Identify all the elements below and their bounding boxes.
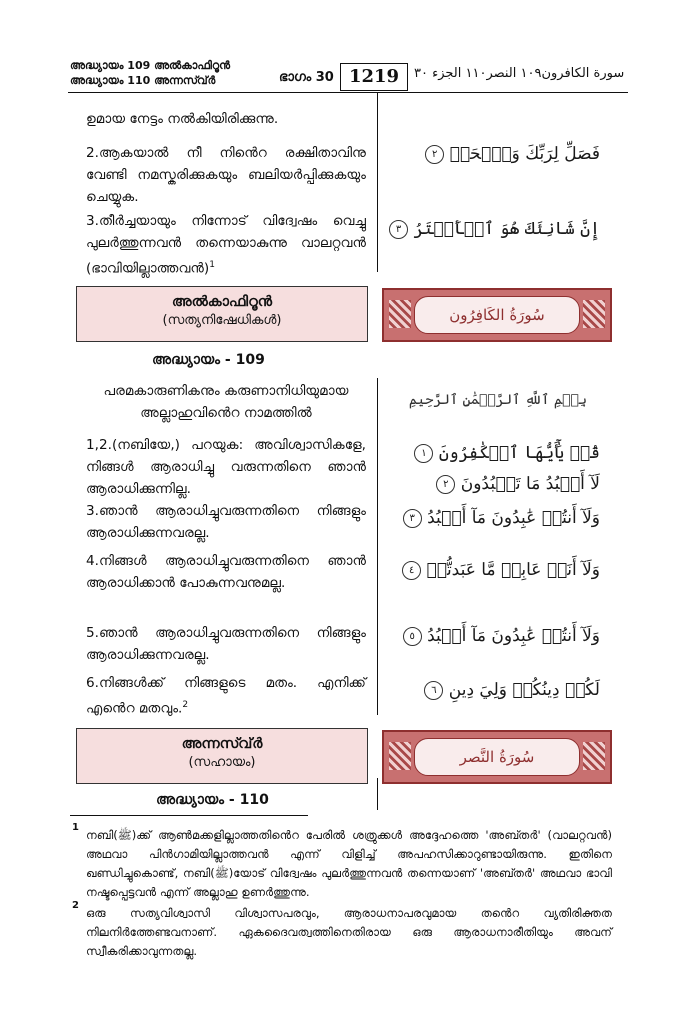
arabic-verse-1	[410, 442, 600, 463]
header-arabic: سورة الكافرون١٠٩ النصر١١٠ الجزء ٣٠	[414, 66, 625, 81]
footnote-rule	[70, 815, 308, 816]
surah-subtitle: (സത്യനിഷേധികൾ)	[162, 313, 282, 328]
ayah-number: ٣	[403, 509, 422, 528]
arabic-verse-3	[399, 508, 600, 528]
ornament-icon	[583, 742, 605, 770]
ornament-icon	[389, 742, 411, 770]
verse-text: 2.ആകയാൽ നീ നിൻെറ രക്ഷിതാവിനു വേണ്ടി നമസ്കരിക്കുകയും ബലിയർപ്പിക്കുകയും ചെയ്യുക.	[86, 145, 366, 205]
continued-text: ഉമായ നേട്ടം നൽകിയിരിക്കുന്നു.	[86, 111, 279, 127]
page-number: 1219	[340, 63, 408, 91]
chapter-number-109: അദ്ധ്യായം - 109	[152, 352, 265, 368]
basmala-arabic: بِسۡمِ ٱللَّهِ ٱلرَّحۡمَٰنِ ٱلرَّحِيمِ	[408, 392, 588, 408]
chapter-number-110: അദ്ധ്യായം - 110	[156, 792, 269, 808]
column-divider-top	[377, 92, 378, 272]
arabic-text: قُلۡ يَٰٓأَيُّهَا ٱلۡكَٰفِرُونَ	[438, 443, 600, 463]
arabic-text: لَكُمۡ دِينُكُمۡ وَلِيَ دِينِ	[448, 680, 600, 700]
running-header-left	[70, 58, 230, 88]
arabic-text: لَآ أَعۡبُدُ مَا تَعۡبُدُونَ	[460, 474, 600, 494]
ayah-number: ٢	[436, 475, 455, 494]
arabic-verse-2	[432, 474, 600, 494]
verse-translation-3: 3.ഞാൻ ആരാധിച്ചുവരുന്നതിനെ നിങ്ങളും ആരാധിക്കുന്നവരല്ല.	[86, 503, 366, 541]
verse-text: 6.നിങ്ങൾക്ക് നിങ്ങളുടെ മതം. എനിക്ക് എൻെറ മതവും.	[86, 675, 366, 717]
ayah-number: ٥	[403, 627, 422, 646]
footnote-number-2: 2	[72, 900, 79, 911]
header-line-1: അദ്ധ്യായം 109 അൽകാഫിറൂൻ	[70, 59, 231, 72]
verse-text: 3.തീർച്ചയായും നിന്നോട് വിദ്വേഷം വെച്ചു പുലർത്തുന്നവൻ തന്നെയാകുന്നു വാലറ്റവൻ (ഭാവിയില്ലാത്തവൻ)	[86, 213, 366, 277]
ayah-number: ١	[414, 444, 433, 463]
ornament-icon	[583, 300, 605, 328]
verse-translation-6	[86, 672, 366, 720]
arabic-text: إِنَّ شَانِئَكَ هُوَ ٱلۡأَبۡتَرُ	[413, 219, 600, 239]
verse-translation-1-2: 1,2.(നബിയേ,) പറയുക: അവിശ്വാസികളേ, നിങ്ങൾ ആരാധിച്ചു വരുന്നതിനെ ഞാൻ ആരാധിക്കുന്നില്ല.	[86, 437, 366, 497]
basmala-translation: പരമകാരുണികനും കരുണാനിധിയുമായ അല്ലാഹുവിൻെറ നാമത്തിൽ	[103, 383, 349, 421]
surah-title: അന്നസ്വ്ർ	[181, 736, 263, 752]
ornament-icon	[389, 300, 411, 328]
part-label: ഭാഗം 30	[279, 70, 334, 85]
surah-subtitle: (സഹായം)	[188, 755, 256, 770]
arabic-text: وَلَآ أَنتُمۡ عَٰبِدُونَ مَآ أَعۡبُدُ	[427, 626, 600, 646]
footnote-ref: 1	[209, 260, 215, 270]
footnote-1: നബി(ﷺ)ക്ക് ആൺമക്കളില്ലാത്തതിൻെറ പേരിൽ ശത്രുക്കൾ അദ്ദേഹത്തെ 'അബ്തർ' (വാലറ്റവൻ) അഥവാ പിൻഗാമിയില്ലാത്തവൻ എന്ന് വിളിച്ച് അപഹസിക്കാറുണ്ടായിരുന്നു. ഇതിനെ ഖണ്ഡിച്ചുകൊണ്ട്, നബി(ﷺ)യോട് വിദ്വേഷം പുലർത്തുന്നവൻ തന്നെയാണ് 'അബ്തർ' അഥവാ ഭാവി നഷ്ടപ്പെട്ടവൻ എന്ന് അല്ലാഹു ഉണർത്തുന്നു.	[86, 828, 612, 899]
surah-title-box-109	[76, 286, 368, 342]
footnote-number-1: 1	[72, 822, 79, 833]
ayah-number: ٢	[425, 145, 444, 164]
column-divider-bottom	[377, 778, 378, 810]
arabic-text: فَصَلِّ لِرَبِّكَ وَٱنۡحَرۡ	[449, 144, 600, 164]
verse-translation-5: 5.ഞാൻ ആരാധിച്ചുവരുന്നതിനെ നിങ്ങളും ആരാധിക്കുന്നവരല്ല.	[86, 625, 366, 663]
header-rule	[68, 92, 628, 93]
verse-translation-2	[86, 142, 366, 208]
ayah-number: ٣	[389, 220, 408, 239]
arabic-verse-5	[399, 626, 600, 646]
surah-banner-109	[382, 288, 612, 342]
banner-arabic-title: سُورَةُ النَّصر	[414, 738, 580, 776]
footnote-ref: 2	[182, 700, 189, 710]
surah-title: അൽകാഫിറൂൻ	[171, 294, 273, 310]
banner-arabic-title: سُورَةُ الكَافِرُون	[414, 296, 580, 334]
verse-translation-3	[86, 210, 366, 280]
verse-translation-4: 4.നിങ്ങൾ ആരാധിച്ചുവരുന്നതിനെ ഞാൻ ആരാധിക്കാൻ പോകുന്നവനുമല്ല.	[86, 553, 366, 591]
arabic-verse-4	[398, 560, 600, 580]
surah-title-box-110	[76, 728, 368, 784]
arabic-verse-6	[420, 680, 600, 700]
arabic-verse-3	[385, 218, 600, 239]
surah-banner-110	[382, 730, 612, 784]
ayah-number: ٤	[402, 561, 421, 580]
ayah-number: ٦	[424, 681, 443, 700]
header-line-2: അദ്ധ്യായം 110 അന്നസ്വ്ർ	[70, 74, 216, 87]
column-divider-middle	[377, 378, 378, 715]
arabic-text: وَلَآ أَنتُمۡ عَٰبِدُونَ مَآ أَعۡبُدُ	[427, 508, 600, 528]
footnote-2: ഒരു സത്യവിശ്വാസി വിശ്വാസപരവും, ആരാധനാപരവുമായ തൻെറ വ്യതിരിക്തത നിലനിർത്തേണ്ടവനാണ്. ഏകദൈവത്വത്തിനെതിരായ ഒരു ആരാധനാരീതിയും അവന് സ്വീകരിക്കാവുന്നതല്ല.	[86, 906, 612, 958]
arabic-text: وَلَآ أَنَا۠ عَابِدٞ مَّا عَبَدتُّمۡ	[426, 560, 600, 580]
arabic-verse-2	[421, 144, 600, 164]
